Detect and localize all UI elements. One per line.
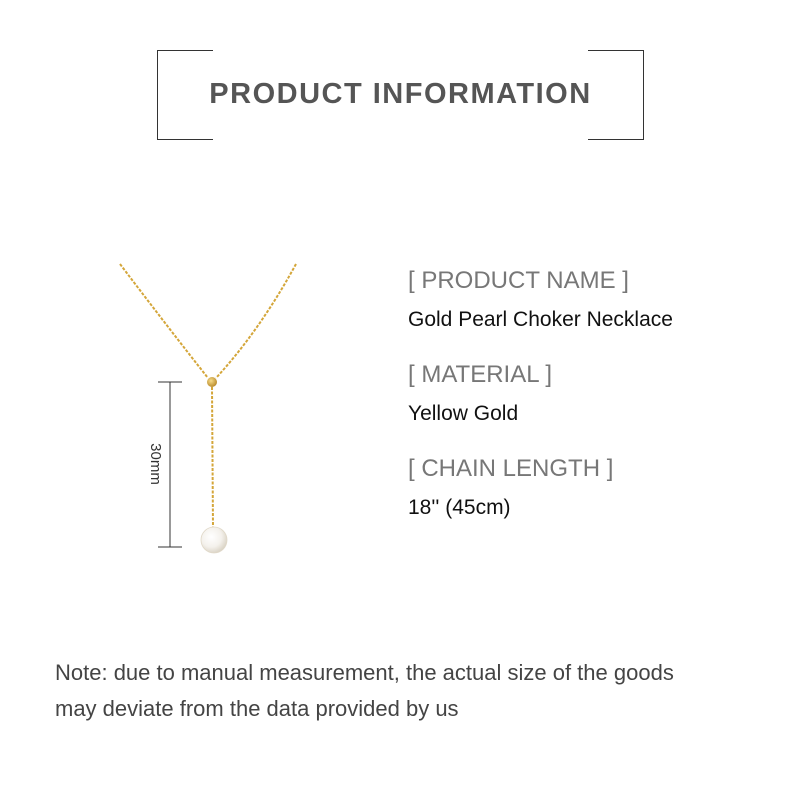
material-value: Yellow Gold <box>408 402 519 425</box>
page-title: PRODUCT INFORMATION <box>209 78 592 110</box>
material-label: [ MATERIAL ] <box>408 361 553 388</box>
note-line-2: may deviate from the data provided by us <box>55 696 459 721</box>
slider-bead <box>207 377 217 387</box>
chain-right-strand <box>216 264 296 378</box>
measurement-note <box>55 655 775 727</box>
product-name-value: Gold Pearl Choker Necklace <box>408 308 673 331</box>
chain-length-label: [ CHAIN LENGTH ] <box>408 455 614 482</box>
drop-chain <box>212 387 213 528</box>
chain-length-value: 18'' (45cm) <box>408 496 511 519</box>
product-name-label: [ PRODUCT NAME ] <box>408 267 629 294</box>
note-line-1: Note: due to manual measurement, the actual size of the goods <box>55 660 674 685</box>
necklace-illustration <box>110 250 310 560</box>
pearl-pendant <box>201 527 227 553</box>
chain-left-strand <box>120 264 208 378</box>
dimension-label: 30mm <box>147 443 164 485</box>
header-frame <box>157 50 644 140</box>
product-info <box>408 266 788 548</box>
necklace-image <box>110 250 310 560</box>
